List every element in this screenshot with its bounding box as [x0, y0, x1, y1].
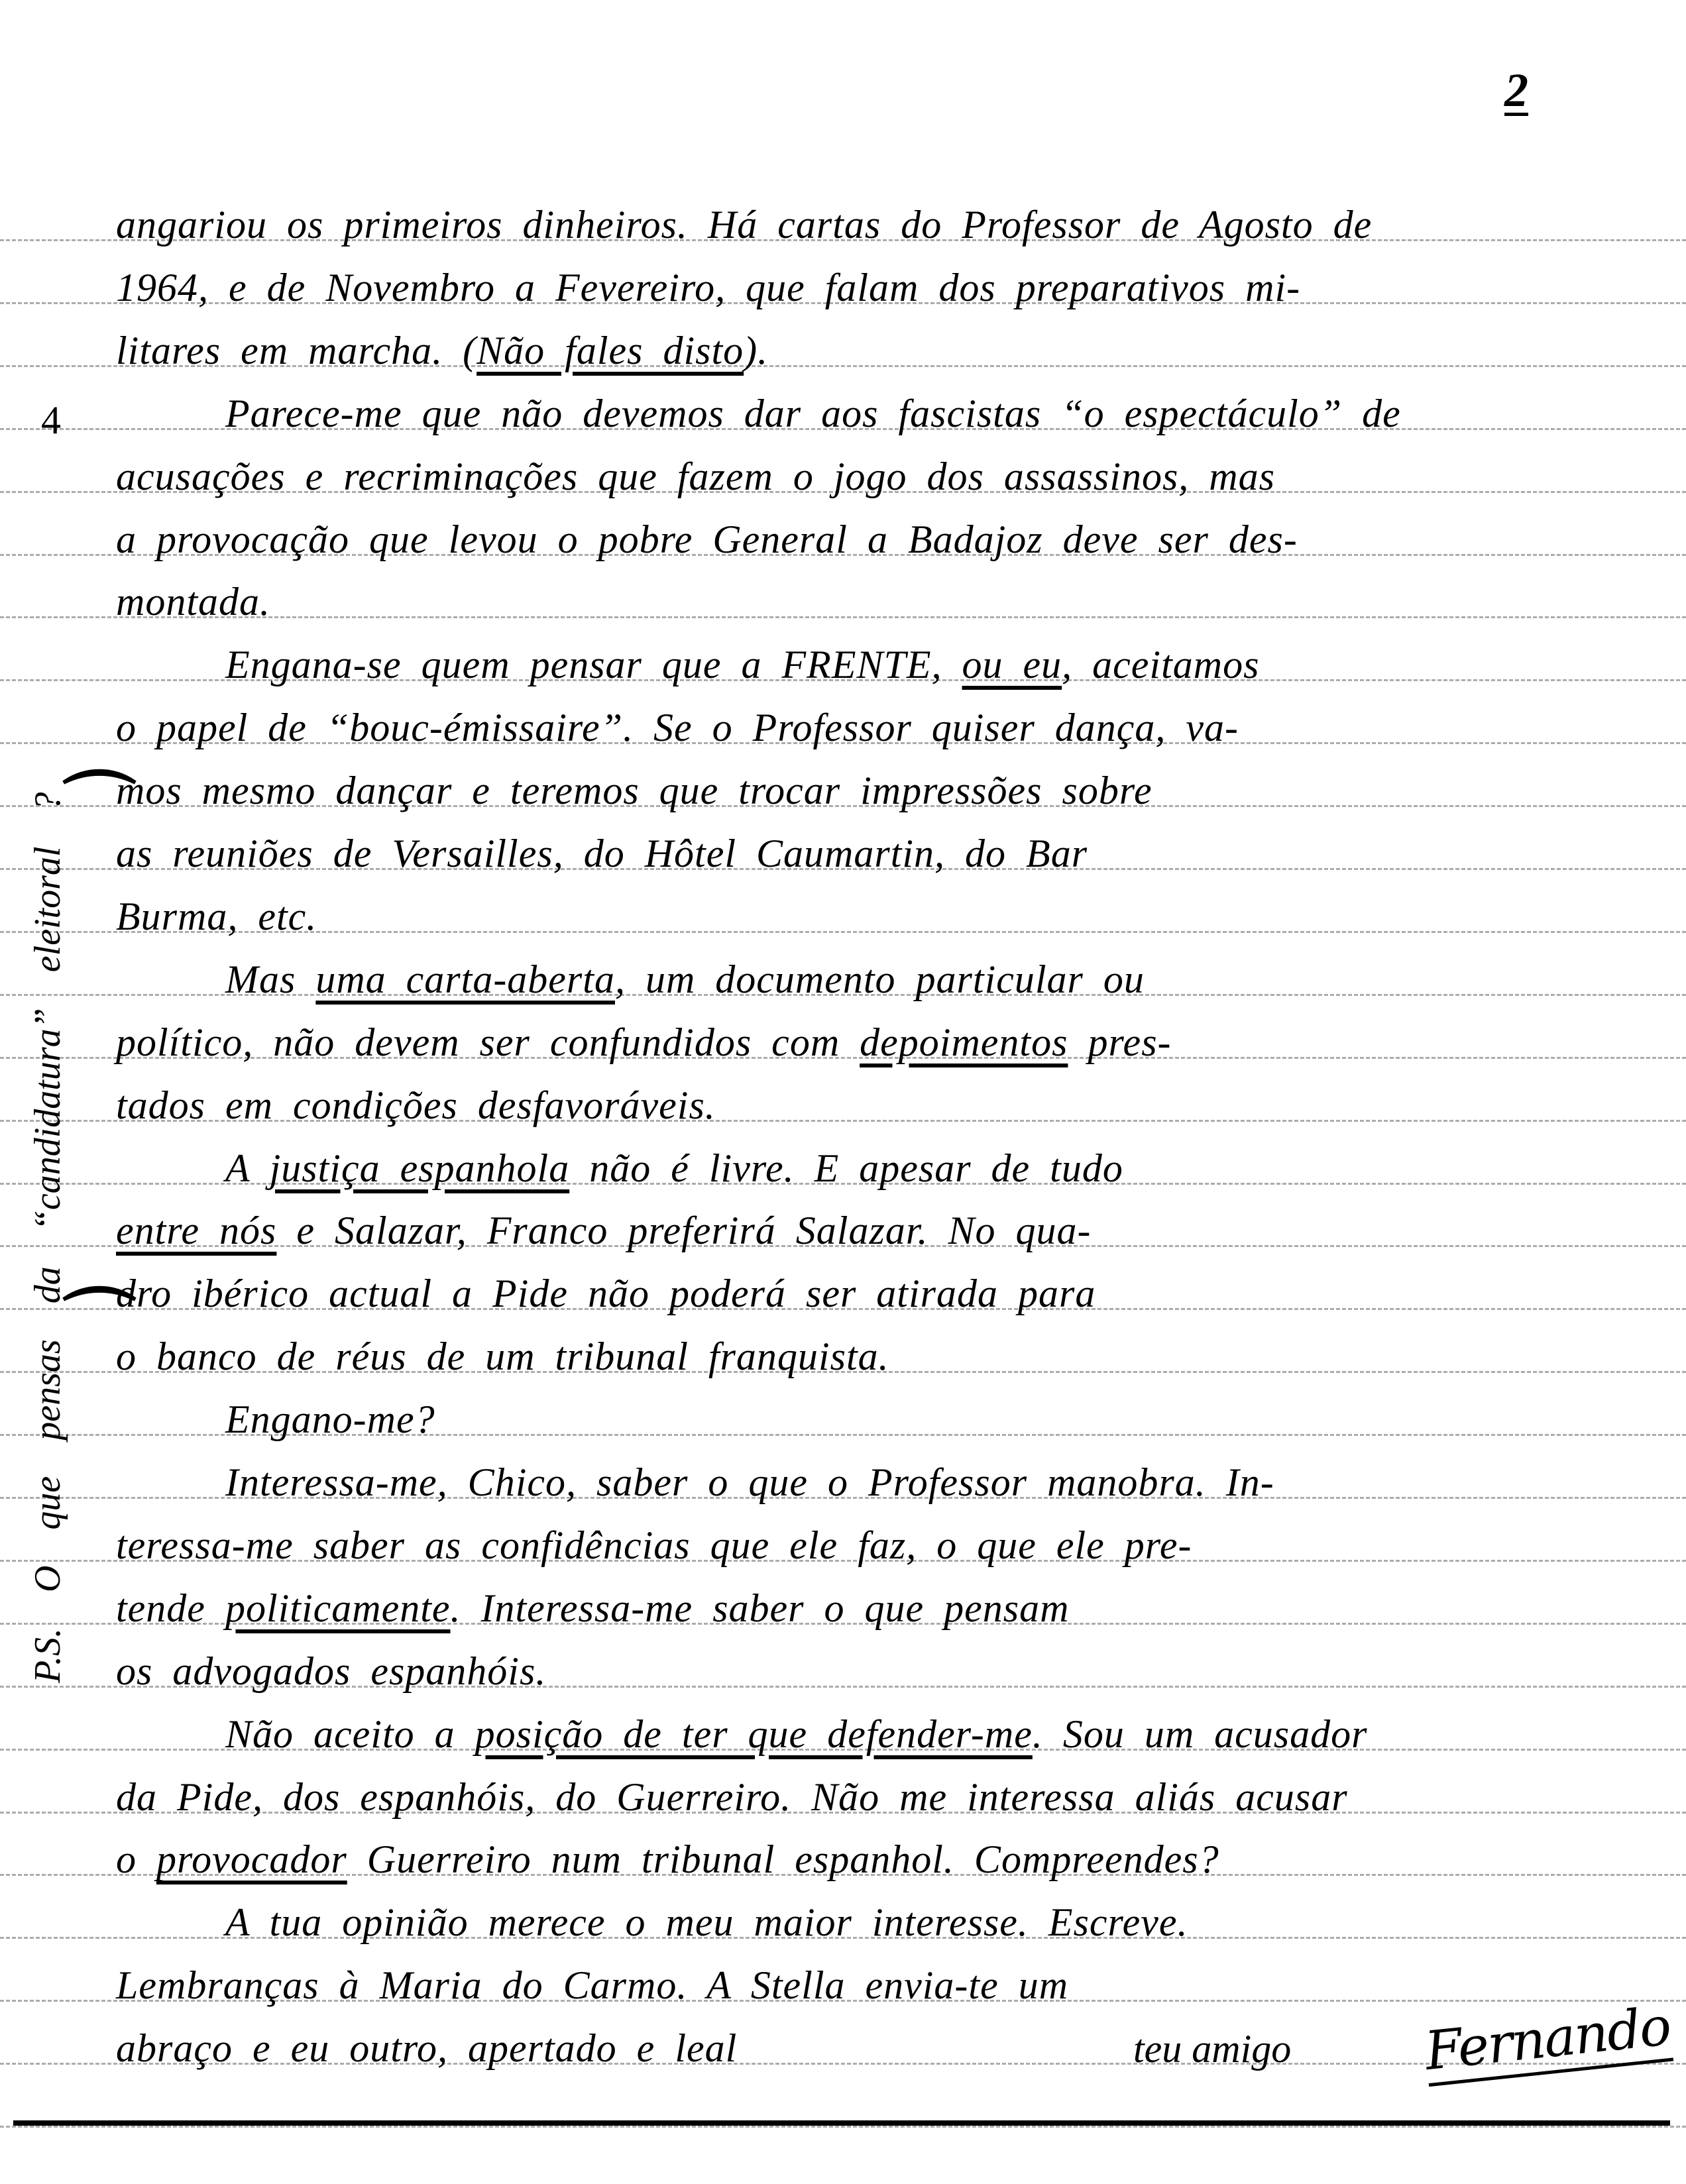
- line-text: abraço e eu outro, apertado e leal: [116, 2026, 738, 2071]
- margin-bracket-top: ⌒: [63, 767, 136, 848]
- line-text: Lembranças à Maria do Carmo. A Stella envia-te um: [116, 1963, 1069, 2008]
- margin-note-ps: P.S. O que pensas da “candidatura” eleitoral ?: [27, 792, 68, 1683]
- letter-line: [116, 1525, 1640, 1565]
- underlined-text: Não fales disto: [477, 328, 744, 372]
- letter-line: [116, 1837, 1640, 1882]
- line-text: A: [225, 1146, 270, 1190]
- letter-line: [116, 1085, 1640, 1125]
- underlined-text: posição de ter que defender-me: [475, 1712, 1033, 1756]
- line-text: montada.: [116, 580, 270, 624]
- line-text: 1964, e de Novembro a Fevereiro, que falam dos preparativos mi-: [116, 265, 1301, 309]
- letter-line: [116, 205, 1640, 245]
- letter-line: [116, 454, 1640, 498]
- line-text: não é livre. E apesar de tudo: [569, 1146, 1123, 1190]
- line-text: Guerreiro num tribunal espanhol. Compreendes?: [347, 1837, 1219, 1882]
- line-text: tende: [116, 1586, 225, 1630]
- letter-line: [116, 328, 1640, 372]
- line-text: ).: [744, 328, 769, 372]
- underlined-text: politicamente: [225, 1586, 451, 1630]
- letter-line: [116, 1651, 1640, 1691]
- line-text: a provocação que levou o pobre General a Badajoz deve ser des-: [116, 517, 1298, 561]
- ruled-line: [0, 2126, 1686, 2128]
- letter-line: [116, 1335, 1640, 1379]
- closing: teu amigo: [1133, 2027, 1292, 2071]
- underlined-text: depoimentos: [860, 1020, 1068, 1064]
- letter-line: [225, 391, 1640, 435]
- bottom-rule: [13, 2120, 1670, 2126]
- line-text: angariou os primeiros dinheiros. Há cartas do Professor de Agosto de: [116, 203, 1373, 246]
- letter-line: [225, 1900, 1640, 1945]
- line-text: pres-: [1068, 1020, 1172, 1064]
- letter-line: [116, 582, 1640, 622]
- signature: Fernando: [1422, 1995, 1673, 2087]
- page-number: 2: [1504, 64, 1528, 117]
- line-text: os advogados espanhóis.: [116, 1649, 547, 1693]
- line-text: . Sou um acusador: [1032, 1712, 1368, 1756]
- line-text: o papel de “bouc-émissaire”. Se o Professor quiser dança, va-: [116, 706, 1239, 750]
- line-text: litares em marcha. (: [116, 328, 477, 372]
- line-text: tados em condições desfavoráveis.: [116, 1083, 716, 1127]
- letter-line: [225, 1148, 1640, 1188]
- letter-line: [116, 1963, 1640, 2008]
- letter-line: [116, 1022, 1640, 1062]
- letter-line: [116, 1272, 1640, 1316]
- letter-line: [116, 834, 1640, 873]
- letter-line: [116, 1209, 1640, 1253]
- line-text: acusações e recriminações que fazem o jogo dos assassinos, mas: [116, 454, 1275, 498]
- letter-line: [225, 643, 1640, 687]
- line-text: dro ibérico actual a Pide não poderá ser atirada para: [116, 1272, 1096, 1316]
- line-text: o: [116, 1837, 156, 1882]
- line-text: da Pide, dos espanhóis, do Guerreiro. Não me interessa aliás acusar: [116, 1774, 1348, 1819]
- underlined-text: ou eu: [962, 643, 1062, 687]
- underlined-text: provocador: [156, 1837, 347, 1882]
- line-text: mos mesmo dançar e teremos que trocar impressões sobre: [116, 769, 1152, 813]
- letter-line: [116, 769, 1640, 813]
- line-text: Não aceito a: [225, 1712, 475, 1756]
- margin-mark: 4: [41, 398, 61, 442]
- line-text: as reuniões de Versailles, do Hôtel Caumartin, do Bar: [116, 832, 1088, 875]
- line-text: Burma, etc.: [116, 894, 317, 938]
- letter-line: [116, 519, 1640, 559]
- line-text: Parece-me que não devemos dar aos fascistas “o espectáculo” de: [225, 391, 1401, 435]
- letter-line: [116, 265, 1640, 309]
- line-text: Engano-me?: [225, 1397, 435, 1442]
- line-text: Interessa-me, Chico, saber o que o Professor manobra. In-: [225, 1460, 1274, 1504]
- letter-line: [225, 1462, 1640, 1502]
- line-text: político, não devem ser confundidos com: [116, 1020, 860, 1064]
- letter-line: [116, 706, 1640, 750]
- letter-line: [225, 959, 1640, 999]
- line-text: Mas: [225, 957, 316, 1001]
- line-text: e Salazar, Franco preferirá Salazar. No qua-: [276, 1209, 1092, 1253]
- line-text: A tua opinião merece o meu maior interesse. Escreve.: [225, 1900, 1188, 1945]
- line-text: Engana-se quem pensar que a FRENTE,: [225, 643, 962, 687]
- underlined-text: justiça espanhola: [269, 1146, 570, 1190]
- letter-line: [225, 1397, 1640, 1442]
- letter-line: [116, 894, 1640, 938]
- letter-line: [116, 2026, 1640, 2071]
- line-text: , um documento particular ou: [614, 957, 1145, 1001]
- line-text: . Interessa-me saber o que pensam: [450, 1586, 1070, 1630]
- line-text: o banco de réus de um tribunal franquista.: [116, 1335, 889, 1379]
- letter-line: [116, 1588, 1640, 1628]
- underlined-text: uma carta-aberta: [315, 957, 615, 1001]
- letter-line: [116, 1774, 1640, 1819]
- underlined-text: entre nós: [116, 1209, 277, 1253]
- margin-bracket-bottom: ⌒: [63, 1284, 136, 1365]
- line-text: teressa-me saber as confidências que ele faz, o que ele pre-: [116, 1523, 1192, 1567]
- line-text: , aceitamos: [1062, 643, 1260, 687]
- letter-line: [225, 1714, 1640, 1754]
